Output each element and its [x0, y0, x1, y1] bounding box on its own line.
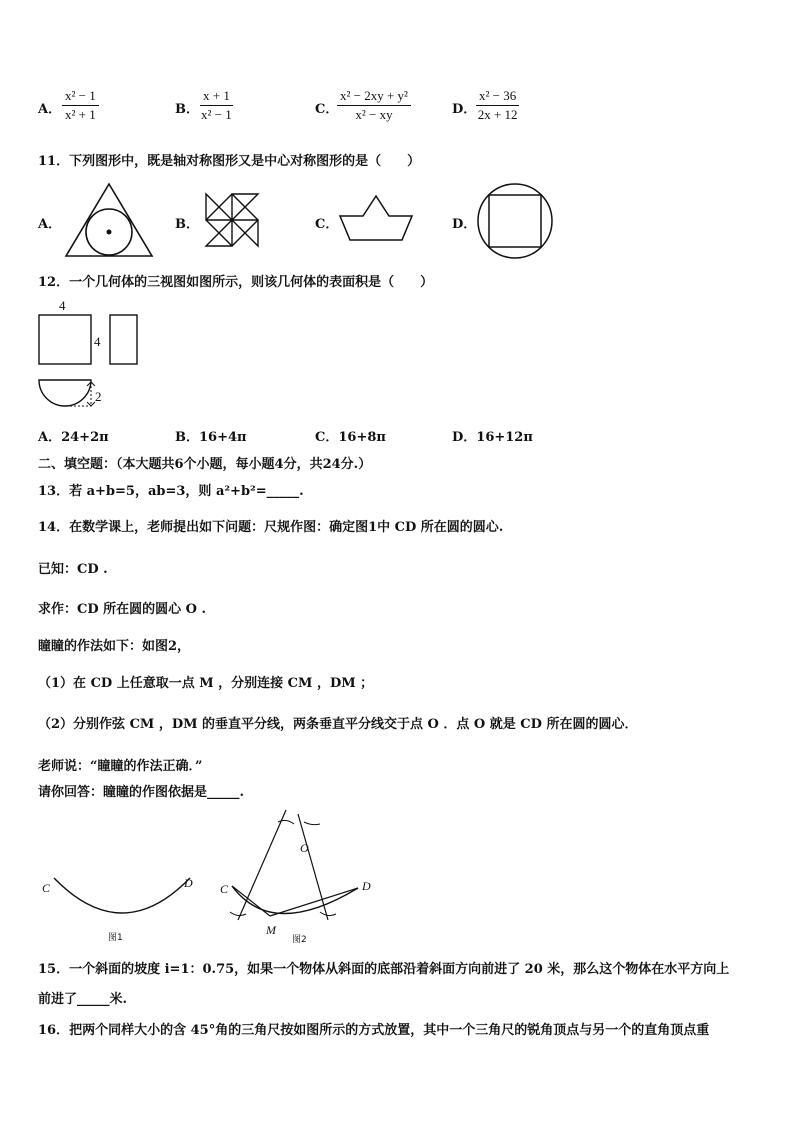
q10-option-c-label: C．: [315, 102, 339, 117]
q10-d-denominator: 2x + 12: [477, 107, 518, 122]
q14-figure-2-construction: [214, 800, 384, 948]
q11-option-b-label: B．: [175, 217, 199, 232]
q10-option-c-fraction: [337, 88, 411, 123]
q11-figure-d-square-in-circle: [476, 182, 554, 260]
q12-option-a: A．24+2π: [38, 430, 109, 445]
q14-known: 已知：CD .: [38, 562, 108, 577]
q14-method-intro: 瞳瞳的作法如下：如图2，: [38, 639, 191, 654]
q12-three-views-figure: [30, 298, 150, 416]
fig1-label-d: D: [184, 876, 193, 890]
q10-option-b-fraction: [200, 88, 233, 123]
q12-option-d: D．16+12π: [452, 430, 533, 445]
q12-front-view: [39, 315, 91, 364]
q12-dim-height: 2: [95, 389, 102, 404]
q11-figure-c-boat: [338, 194, 414, 244]
q14-stem: 14．在数学课上，老师提出如下问题：尺规作图：确定图1中 CD 所在圆的圆心.: [38, 520, 504, 535]
fig1-caption: 图1: [108, 933, 123, 943]
fig2-label-m: M: [266, 923, 276, 937]
q10-d-numerator: x² − 36: [476, 88, 519, 106]
q12-side-view: [110, 315, 137, 364]
q10-b-numerator: x + 1: [200, 88, 233, 106]
q10-b-denominator: x² − 1: [201, 107, 232, 122]
q14-find: 求作：CD 所在圆的圆心 O .: [38, 602, 207, 617]
q11-option-c-label: C．: [315, 217, 339, 232]
q11-figure-a-triangle-circle: [62, 182, 158, 258]
q12-dim-side: 4: [94, 334, 101, 349]
q12-stem: 12．一个几何体的三视图如图所示，则该几何体的表面积是（ ）: [38, 275, 434, 290]
q14-figure-1-arc: [40, 868, 210, 948]
fig1-label-c: C: [42, 881, 51, 895]
q12-top-view: [39, 380, 91, 406]
q10-c-denominator: x² − xy: [355, 107, 393, 122]
q13-stem: 13．若 a+b=5，ab=3，则 a²+b²=_____.: [38, 484, 304, 499]
q10-option-d-fraction: [476, 88, 519, 123]
q12-option-c: C．16+8π: [315, 430, 386, 445]
q15-line-1: 15．一个斜面的坡度 i=1：0.75，如果一个物体从斜面的底部沿着斜面方向前进了 20 米，那么这个物体在水平方向上: [38, 962, 730, 977]
q11-option-d-label: D．: [452, 217, 477, 232]
q10-a-denominator: x² + 1: [65, 107, 96, 122]
q16-stem: 16．把两个同样大小的含 45°角的三角尺按如图所示的方式放置，其中一个三角尺的锐角顶点与另一个的直角顶点重: [38, 1023, 710, 1038]
q10-option-a-label: A．: [38, 102, 62, 117]
q11-option-a-label: A．: [38, 217, 62, 232]
q10-c-numerator: x² − 2xy + y²: [337, 88, 411, 106]
fig2-label-c: C: [220, 882, 229, 896]
fig2-label-o: O: [300, 841, 309, 855]
fig2-label-d: D: [362, 879, 371, 893]
q10-a-numerator: x² − 1: [62, 88, 99, 106]
q11-stem: 11．下列图形中，既是轴对称图形又是中心对称图形的是（ ）: [38, 154, 421, 169]
q12-option-b: B．16+4π: [175, 430, 247, 445]
q10-option-d-label: D．: [452, 102, 477, 117]
q10-option-a-fraction: [62, 88, 99, 123]
fig2-caption: 图2: [292, 935, 307, 945]
q10-option-b-label: B．: [175, 102, 199, 117]
q14-question: 请你回答：瞳瞳的作图依据是_____.: [38, 785, 245, 800]
q12-dim-top: 4: [59, 298, 66, 313]
q14-step-2: （2）分别作弦 CM ，DM 的垂直平分线，两条垂直平分线交于点 O ．点 O 就是 CD 所在圆的圆心．: [38, 717, 638, 732]
q15-line-2: 前进了_____米.: [38, 992, 128, 1007]
section-heading-fill-in: 二、填空题：（本大题共6个小题，每小题4分，共24分.）: [38, 457, 372, 472]
q14-teacher-remark: 老师说：“瞳瞳的作法正确．”: [38, 759, 203, 774]
q11-figure-b-pinwheel: [204, 192, 260, 248]
q14-step-1: （1）在 CD 上任意取一点 M ，分别连接 CM ，DM ；: [38, 676, 374, 691]
